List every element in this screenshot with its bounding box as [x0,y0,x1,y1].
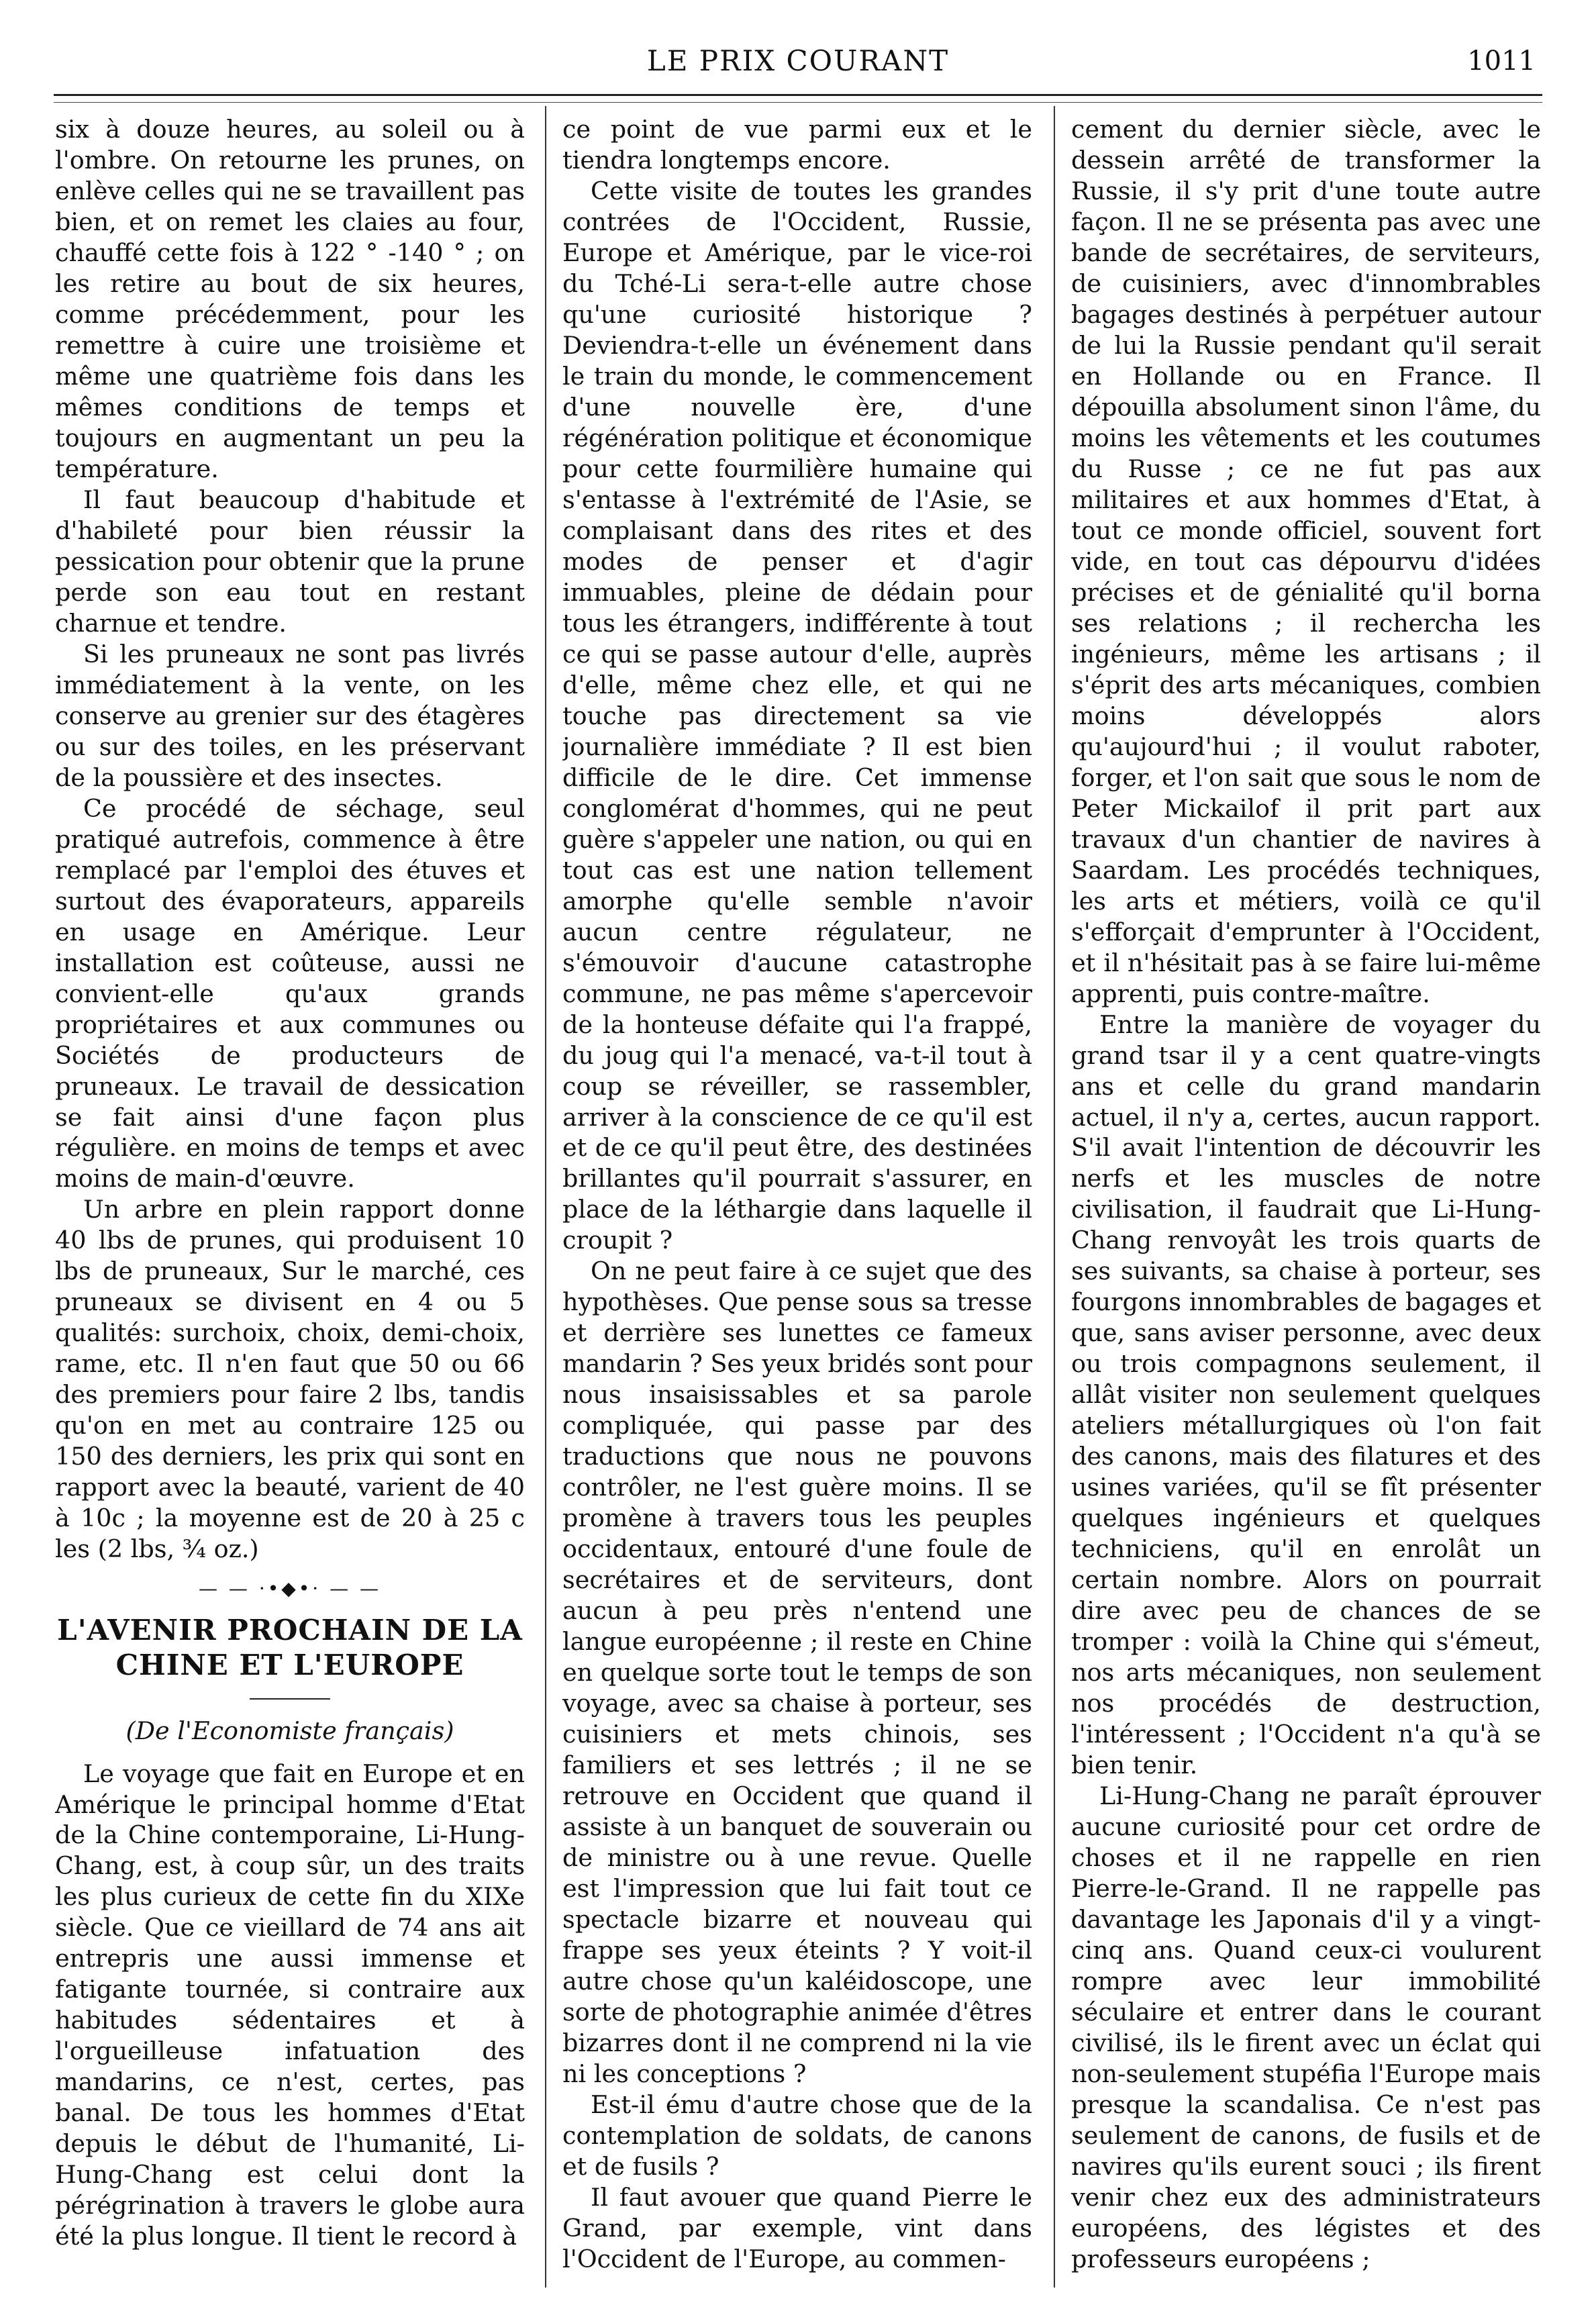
paragraph: Un arbre en plein rapport donne 40 lbs de prunes, qui produisent 10 lbs de pruneaux, Sur le marché, ces pruneaux se divisent en 4 ou 5 qualités: surchoix, choix, demi-choix, rame, etc. Il n'en faut que 50 ou 66 des premiers pour faire 2 lbs, tandis qu'on en met au contraire 125 ou 150 des derniers, les prix qui sont en rapport avec la beauté, varient de 40 à 10c ; la moyenne est de 20 à 25 c les (2 lbs, ¾ oz.) [55,1195,525,1564]
column-divider [1054,106,1055,2288]
section-ornament: — — ·•◆•· — — [199,1577,381,1600]
paragraph: Il faut beaucoup d'habitude et d'habileté pour bien réussir la pessication pour obtenir que la prune perde son eau tout en restant charnue et tendre. [55,485,525,638]
paragraph: cement du dernier siècle, avec le dessein arrêté de transformer la Russie, il s'y prit d'une toute autre façon. Il ne se présenta pas avec une bande de secrétaires, de serviteurs, de cuisiniers, avec d'innombrables bagages destinés à perpétuer autour de lui la Russie pendant qu'il serait en Hollande ou en France. Il dépouilla absolument sinon l'âme, du moins les vêtements et les coutumes du Russe ; ce ne fut pas aux militaires et aux hommes d'Etat, à tout ce monde officiel, souvent fort vide, en tout cas dépourvu d'idées précises et de génialité qu'il borna ses relations ; il rechercha les ingénieurs, même les artisans ; il s'éprit des arts mécaniques, combien moins développés alors qu'aujourd'hui ; il voulut raboter, forger, et l'on sait que sous le nom de Peter Mickailof il prit part aux travaux d'un chantier de navires à Saardam. Les procédés techniques, les arts et métiers, voilà ce qu'il s'efforçait d'emprunter à l'Occident, et il n'hésitait pas à se faire lui-même apprenti, puis contre-maître. [1071,115,1541,1008]
column-2 [562,114,1032,2282]
paragraph: Le voyage que fait en Europe et en Amérique le principal homme d'Etat de la Chine contemporaine, Li-Hung-Chang, est, à coup sûr, un des traits les plus curieux de cette fin du XIXe siècle. Que ce vieillard de 74 ans ait entrepris une aussi immense et fatigante tournée, si contraire aux habitudes sédentaires et à l'orgueilleuse infatuation des mandarins, ce n'est, certes, pas banal. De tous les hommes d'Etat depuis le début de l'humanité, Li-Hung-Chang est celui dont la pérégrination à travers le globe aura été la plus longue. Il tient le record à [55,1759,525,2251]
column-3 [1071,114,1541,2282]
paragraph: ce point de vue parmi eux et le tiendra longtemps encore. [562,115,1032,175]
paragraph: Est-il ému d'autre chose que de la contemplation de soldats, de canons et de fusils ? [562,2090,1032,2181]
paragraph: Entre la manière de voyager du grand tsar il y a cent quatre-vingts ans et celle du grand mandarin actuel, il n'y a, certes, aucun rapport. S'il avait l'intention de découvrir les nerfs et les muscles de notre civilisation, il faudrait que Li-Hung-Chang renvoyât les trois quarts de ses suivants, sa chaise à porteur, ses fourgons innombrables de bagages et que, sans aviser personne, avec deux ou trois compagnons seulement, il allât visiter non seulement quelques ateliers métallurgiques où l'on fait des canons, mais des filatures et des usines variées, qu'il se fît présenter quelques ingénieurs et quelques techniciens, qu'il en enrolât un certain nombre. Alors on pourrait dire avec peu de chances de se tromper : voilà la Chine qui s'émeut, nos arts mécaniques, non seulement nos procédés de destruction, l'intéressent ; l'Occident n'a qu'à se bien tenir. [1071,1010,1541,1780]
header-rule-thin [54,102,1542,103]
header-rule [54,94,1542,96]
paragraph: Si les pruneaux ne sont pas livrés immédiatement à la vente, on les conserve au grenier sur des étagères ou sur des toiles, en les préservant de la poussière et des insectes. [55,639,525,792]
column-divider [545,106,546,2288]
article-source: (De l'Economiste français) [126,1716,454,1745]
title-rule [250,1698,330,1700]
paragraph: Ce procédé de séchage, seul pratiqué autrefois, commence à être remplacé par l'emploi des étuves et surtout des évaporateurs, appareils en usage en Amérique. Leur installation est coûteuse, aussi ne convient-elle qu'aux grands propriétaires et aux communes ou Sociétés de producteurs de pruneaux. Le travail de dessication se fait ainsi d'une façon plus régulière. en moins de temps et avec moins de main-d'œuvre. [55,793,525,1193]
paragraph: On ne peut faire à ce sujet que des hypothèses. Que pense sous sa tresse et derrière ses lunettes ce fameux mandarin ? Ses yeux bridés sont pour nous insaisissables et sa parole compliquée, qui passe par des traductions que nous ne pouvons contrôler, ne l'est guère moins. Il se promène à travers tous les peuples occidentaux, entouré d'une foule de secrétaires et de serviteurs, dont aucun à peu près n'entend une langue européenne ; il reste en Chine en quelque sorte tout le temps de son voyage, avec sa chaise à porteur, ses cuisiniers et mets chinois, ses familiers et ses lettrés ; il ne se retrouve en Occident que quand il assiste à un banquet de souverain ou de ministre ou à une revue. Quelle est l'impression que lui fait tout ce spectacle bizarre et nouveau qui frappe ses yeux éteints ? Y voit-il autre chose qu'un kaléidoscope, une sorte de photographie animée d'êtres bizarres dont il ne comprend ni la vie ni les conceptions ? [562,1257,1032,2089]
page-header [54,40,1542,87]
article-title: L'AVENIR PROCHAIN DE LA CHINE ET L'EUROPE [57,1613,523,1682]
page-number: 1011 [1467,46,1536,77]
paragraph: Cette visite de toutes les grandes contrées de l'Occident, Russie, Europe et Amérique, par le vice-roi du Tché-Li sera-t-elle autre chose qu'une curiosité historique ? Deviendra-t-elle un événement dans le train du monde, le commencement d'une nouvelle ère, d'une régénération politique et économique pour cette fourmilière humaine qui s'entasse à l'extrémité de l'Asie, se complaisant dans des rites et des modes de penser et d'agir immuables, pleine de dédain pour tous les étrangers, indifférente à tout ce qui se passe autour d'elle, auprès d'elle, même chez elle, et qui ne touche pas directement sa vie journalière immédiate ? Il est bien difficile de le dire. Cet immense conglomérat d'hommes, qui ne peut guère s'appeler une nation, ou qui en tout cas est une nation tellement amorphe qu'elle semble n'avoir aucun centre régulateur, ne s'émouvoir d'aucune catastrophe commune, ne pas même s'apercevoir de la honteuse défaite qui l'a frappé, du joug qui l'a menacé, va-t-il tout à coup se réveiller, se rassembler, arriver à la conscience de ce qu'il est et de ce qu'il peut être, des destinées brillantes qu'il pourrait s'assurer, en place de la léthargie dans laquelle il croupit ? [562,176,1032,1255]
paragraph: Li-Hung-Chang ne paraît éprouver aucune curiosité pour cet ordre de choses et il ne rappelle en rien Pierre-le-Grand. Il ne rappelle pas davantage les Japonais d'il y a vingt-cinq ans. Quand ceux-ci voulurent rompre avec leur immobilité séculaire et entrer dans le courant civilisé, ils le firent avec un éclat qui non-seulement stupéfia l'Europe mais presque la scandalisa. Ce n'est pas seulement de canons, de fusils et de navires qu'ils eurent souci ; ils firent venir chez eux des administrateurs européens, des légistes et des professeurs européens ; [1071,1781,1541,2273]
column-1 [55,114,525,2282]
running-title: LE PRIX COURANT [646,44,950,77]
paragraph: six à douze heures, au soleil ou à l'ombre. On retourne les prunes, on enlève celles qui ne se travaillent pas bien, et on remet les claies au four, chauffé cette fois à 122 ° -140 ° ; on les retire au bout de six heures, comme précédemment, pour les remettre à cuire une troisième et même une quatrième fois dans les mêmes conditions de temps et toujours en augmentant un peu la température. [55,115,525,483]
paragraph: Il faut avouer que quand Pierre le Grand, par exemple, vint dans l'Occident de l'Europe, au commen- [562,2182,1032,2273]
